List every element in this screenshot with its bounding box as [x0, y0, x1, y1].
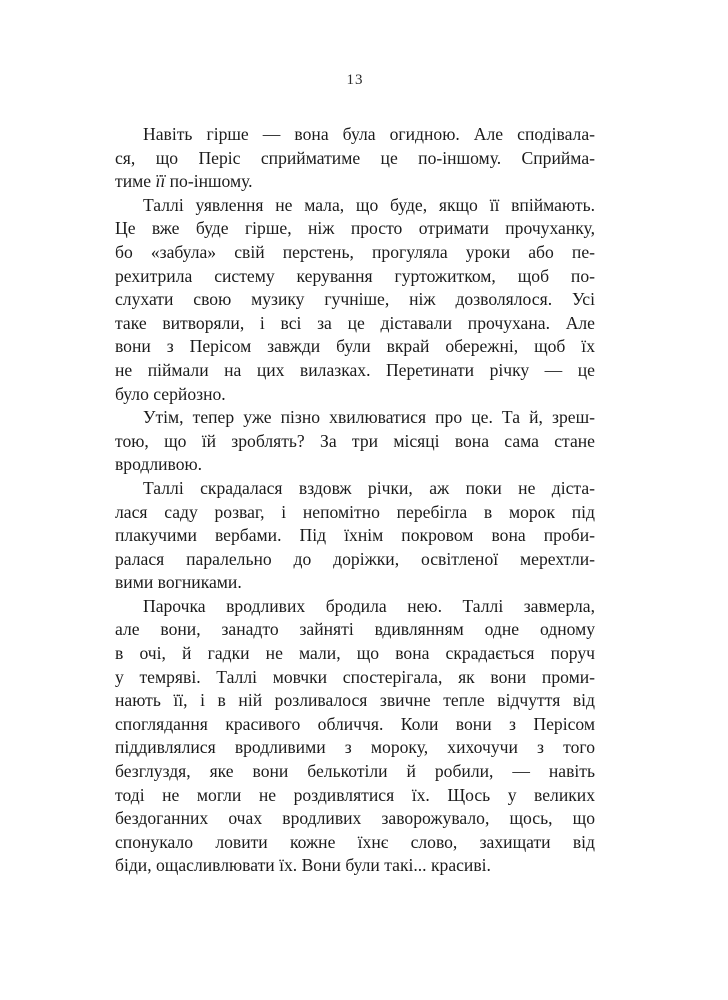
text-line: не піймали на цих вилазках. Перетинати річку — це [115, 359, 595, 380]
paragraph [115, 406, 595, 477]
text-line: у темряві. Таллі мовчки спостерігала, як вони проми- [115, 666, 595, 687]
text-line: лася саду розваг, і непомітно перебігла в морок під [115, 501, 595, 522]
text-line: в очі, й гадки не мали, що вона скрадається поруч [115, 643, 595, 664]
text-line: Парочка вродливих бродила нею. Таллі завмерла, [143, 595, 595, 616]
text-line: тоді не могли не роздивлятися їх. Щось у великих [115, 784, 595, 805]
text-segment: тиме [115, 171, 156, 192]
text-line: рехитрила систему керування гуртожитком, щоб по- [115, 265, 595, 286]
text-line: таке витворяли, і всі за це діставали прочухана. Але [115, 312, 595, 333]
page-text [115, 123, 595, 878]
text-line: було серйозно. [115, 383, 226, 404]
text-line [115, 170, 595, 194]
text-line: споглядання красивого обличчя. Коли вони з Перісом [115, 713, 595, 734]
text-line: плакучими вербами. Під їхнім покровом вона проби- [115, 525, 595, 546]
text-line: Це вже буде гірше, ніж просто отримати прочуханку, [115, 218, 595, 239]
text-line: біди, ощасливлювати їх. Вони були такі... красиві. [115, 855, 491, 876]
page-number: 13 [346, 72, 364, 88]
text-line: бездоганних очах вродливих заворожувало, щось, що [115, 808, 595, 829]
text-segment: по-іншому. [165, 171, 253, 192]
text-line: Таллі уявлення не мала, що буде, якщо її впіймають. [143, 194, 595, 215]
text-line: Таллі скрадалася вздовж річки, аж поки не діста- [143, 477, 595, 498]
text-line: ся, що Періс сприйматиме це по-іншому. Сприйма- [115, 147, 595, 168]
text-line: вими вогниками. [115, 572, 242, 593]
paragraph [115, 477, 595, 595]
text-line: вони з Перісом завжди були вкрай обережні, щоб їх [115, 336, 595, 357]
text-line: безглуздя, яке вони белькотіли й робили, — навіть [115, 761, 595, 782]
emphasized-text: її [155, 171, 166, 192]
text-line: Утім, тепер уже пізно хвилюватися про це. Та й, зреш- [143, 407, 595, 428]
text-line: ралася паралельно до доріжки, освітленої мерехтли- [115, 548, 595, 569]
paragraph [115, 595, 595, 878]
text-line: Навіть гірше — вона була огидною. Але сподівала- [143, 124, 595, 144]
text-line: бо «забула» свій перстень, прогуляла уроки або пе- [115, 241, 595, 262]
text-line: вродливою. [115, 454, 203, 475]
text-line: нають її, і в ній розливалося звичне тепле відчуття від [115, 690, 595, 711]
paragraph [115, 123, 595, 194]
text-line: слухати свою музику гучніше, ніж дозволялося. Усі [115, 289, 595, 310]
text-line: спонукало ловити кожне їхнє слово, захищати від [115, 831, 595, 852]
text-line: тою, що їй зроблять? За три місяці вона сама стане [115, 430, 595, 451]
text-line: піддивлялися вродливими з мороку, хихочучи з того [115, 737, 595, 758]
text-line: але вони, занадто зайняті вдивлянням одне одному [115, 619, 595, 640]
paragraph [115, 194, 595, 406]
